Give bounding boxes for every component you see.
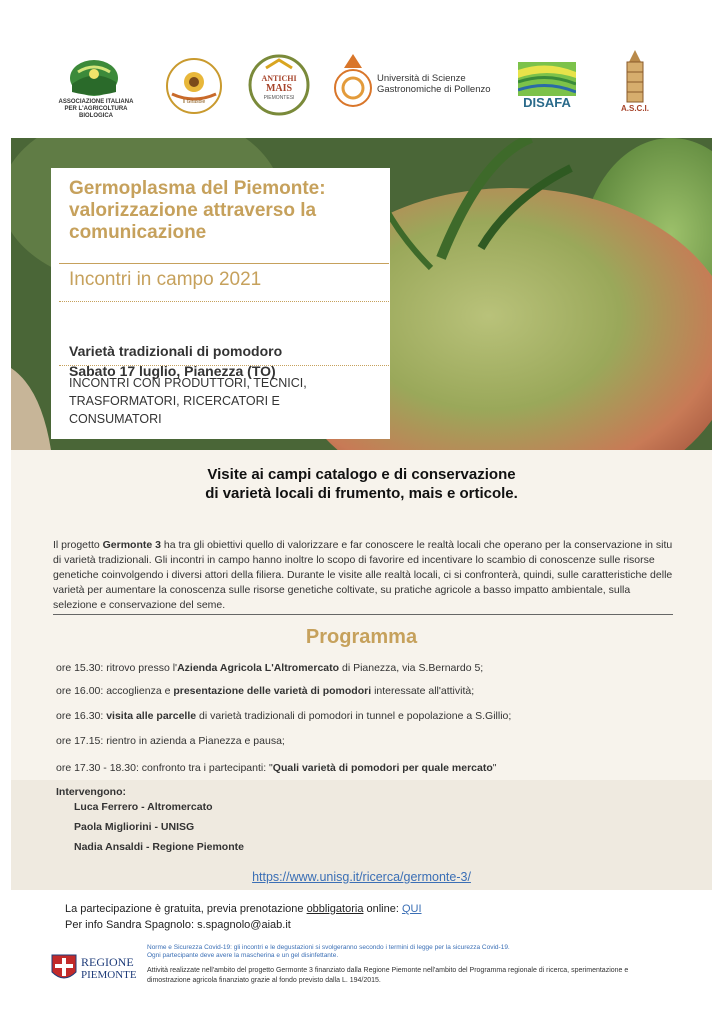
event-info-box [51,168,390,439]
headline-line-1: Visite ai campi catalogo e di conservazione [207,466,516,483]
intro-paragraph [53,538,673,615]
speaker-name: Nadia Ansaldi - Regione Piemonte [74,841,244,853]
funding-line-2: nell'ambito del Programma regionale di ricerca, sperimentazione e dimostrazione agricola finanziato grazie al fondo previsto dalla L. 194/2015. [147,967,629,984]
regione-text-2: PIEMONTE [81,969,137,981]
event-divider [59,365,389,366]
main-content [11,450,712,890]
regione-crest-icon [51,954,77,984]
event-date-place: Sabato 17 luglio, Pianezza (TO) [69,363,276,379]
unisg-name-2: Gastronomiche di Pollenzo [377,84,491,95]
subtitle-divider [59,301,389,302]
partner-logos [0,0,724,135]
project-url-link[interactable]: https://www.unisg.it/ricerca/germonte-3/ [252,870,471,884]
speakers-label: Intervengono: [56,786,126,798]
registration-link[interactable]: QUI [401,903,422,915]
event-series: Incontri in campo 2021 [69,269,262,290]
regione-text-1: REGIONE [81,955,134,969]
contact-info: Per info Sandra Spagnolo: s.spagnolo@aiab.it [65,919,291,931]
hero-banner [11,138,712,450]
speaker-name: Paola Migliorini - UNISG [74,821,195,833]
unisg-name-1: Università di Scienze [377,73,466,84]
asci-logo [615,48,655,104]
program-item: ore 17.15: rientro in azienda a Pianezza e pausa; [56,735,285,747]
aiab-caption: ASSOCIAZIONE ITALIANA PER L'AGRICOLTURA BIOLOGICA [58,99,134,119]
aiab-logo [68,58,120,98]
covid-notice [147,944,627,960]
antichi-mais-text-3: PIEMONTESI [263,95,295,101]
program-item: ore 16.00: accoglienza e presentazione delle varietà di pomodori interessate all'attività; [56,685,475,697]
antichi-mais-text-2: MAIS [265,83,293,94]
title-divider [59,263,389,264]
covid-line-1: Norme e Sicurezza Covid-19: gli incontri e le degustazioni si svolgeranno secondo i termini di legge per la sicurezza Covid-19. [147,944,510,951]
program-item: ore 15.30: ritrovo presso l'Azienda Agricola L'Altromercato di Pianezza, via S.Bernardo 5; [56,662,484,674]
project-name: Germonte 3 [102,539,161,551]
intro-body: ha tra gli obiettivi quello di valorizzare e far conoscere le realtà locali che operano per la conservazione in situ di varietà tradizionali. Gli incontri in campo hanno inoltre lo scopo di favorire ed incentivare lo scambio di conoscenze sulle risorse genetiche coinvolgendo i diversi attori della filiera. Durante le visite alle realtà locali, ci si confronterà, quindi, sulle caratteristiche delle varietà per aumentare la conoscenza sulle risorse genetiche coltivate, su pratiche agricole a basso impatto ambientale, sulla selezione e conservazione del seme. [53,539,673,611]
funding-line-1: Attività realizzate nell'ambito del progetto Germonte 3 finanziato dalla Regione Piemonte [147,967,422,974]
event-audience: INCONTRI CON PRODUTTORI, TECNICI, TRASFORMATORI, RICERCATORI E CONSUMATORI [69,376,307,426]
antichi-mais-text-1: ANTICHI [261,74,297,83]
program-item: ore 16.30: visita alle parcelle di varietà tradizionali di pomodori in tunnel e popolazione a S.Gillio; [56,710,512,722]
disafa-text: DISAFA [523,95,571,110]
program-title: Programma [305,626,418,648]
asci-text: A.S.C.I. [620,104,649,113]
event-topic: Varietà tradizionali di pomodoro [69,343,283,359]
funding-notice [147,966,647,986]
participation-note: La partecipazione è gratuita, previa prenotazione obbligatoria online: QUI [65,903,422,915]
mandatory-word: obbligatoria [306,903,364,915]
headline-line-2: di varietà locali di frumento, mais e orticole. [205,485,518,502]
page-title: Germoplasma del Piemonte: valorizzazione attraverso la comunicazione [69,178,326,243]
covid-line-2: Ogni partecipante deve avere la mascherina e un gel disinfettante. [147,952,339,959]
speaker-name: Luca Ferrero - Altromercato [74,801,213,813]
intro-start: Il progetto [53,539,103,551]
regione-piemonte-logo [51,954,143,984]
program-item: ore 17.30 - 18.30: confronto tra i partecipanti: "Quali varietà di pomodori per quale mercato" [56,762,497,774]
girasole-caption: Il Girasole [182,99,206,105]
headline [11,465,712,503]
unisg-seal-logo [332,50,374,114]
